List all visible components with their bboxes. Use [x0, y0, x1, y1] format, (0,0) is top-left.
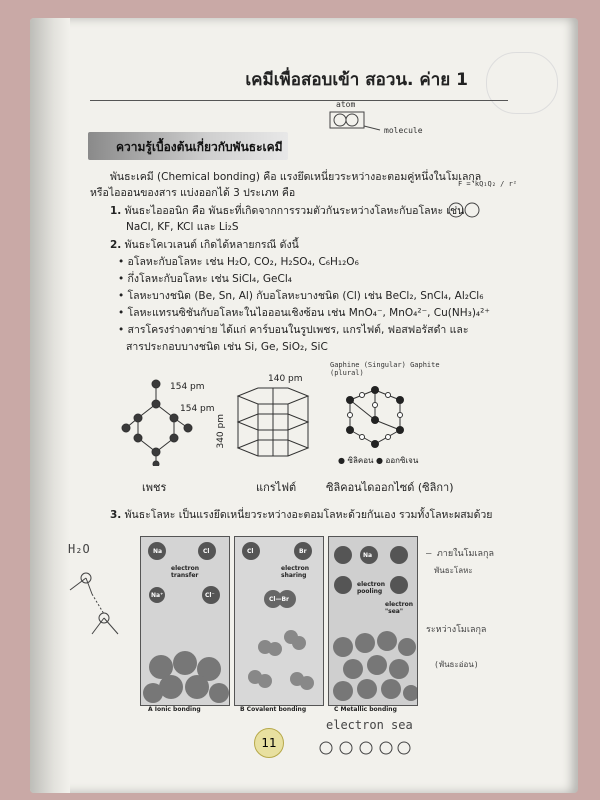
metallic-electron-pooling: electron pooling: [357, 581, 385, 595]
handwritten-electron-sea: electron sea: [326, 718, 413, 732]
ionic-cl-ion-label: Cl⁻: [205, 592, 215, 599]
page-gutter: [30, 18, 70, 793]
ionic-na-label: Na: [153, 548, 163, 555]
book-page: [30, 18, 578, 793]
header-rule: [90, 100, 508, 101]
item-3: 3. พันธะโลหะ เป็นแรงยึดเหนี่ยวระหว่างอะตอมโลหะด้วยกันเอง รวมทั้งโลหะผสมด้วย: [110, 509, 493, 521]
covalent-clbr-label: Cl—Br: [269, 596, 289, 603]
covalent-electron-sharing: electron sharing: [281, 565, 309, 579]
silica-legend: ● ซิลิคอน ● ออกซิเจน: [338, 456, 419, 465]
handwritten-molecule: molecule: [384, 126, 423, 135]
bullet-3: • โลหะบางชนิด (Be, Sn, Al) กับอโลหะบางชนิด (Cl) เช่น BeCl₂, SnCl₄, Al₂Cl₆: [118, 290, 484, 302]
handwritten-right-2: พันธะโลหะ: [434, 566, 473, 575]
ionic-bonding-figure: [140, 536, 230, 706]
covalent-br-label: Br: [299, 548, 307, 555]
handwritten-atom: atom: [336, 100, 356, 109]
handwritten-water: H₂O: [68, 542, 90, 556]
graphite-caption: แกรไฟต์: [256, 481, 297, 494]
ionic-na-ion-label: Na⁺: [151, 592, 164, 599]
silica-caption: ซิลิคอนไดออกไซด์ (ซิลิกา): [326, 481, 454, 494]
graphite-bond-length: 140 pm: [268, 374, 303, 384]
item-1-line-2: NaCl, KF, KCl และ Li₂S: [126, 221, 239, 233]
metallic-bonding-art: [329, 537, 417, 705]
diamond-caption: เพชร: [142, 481, 167, 494]
section-heading: [88, 132, 288, 160]
handwritten-graphite-note: Gaphine (Singular) Gaphite (plural): [330, 361, 440, 377]
diamond-bond-length-2: 154 pm: [180, 404, 215, 414]
item-2-line-1: 2. พันธะโคเวเลนต์ เกิดได้หลายกรณี ดังนี้: [110, 239, 299, 251]
ionic-bonding-art: [141, 537, 229, 705]
silica-structure: [330, 380, 420, 462]
handwritten-right-1: – ภายในโมเลกุล: [426, 549, 494, 559]
bullet-5: • สารโครงร่างตาข่าย ได้แก่ คาร์บอนในรูปเพชร, แกรไฟต์, ฟอสฟอรัสดำ และ: [118, 324, 469, 336]
electron-sea-sketch: [314, 734, 414, 760]
handwritten-right-4: (พันธะอ่อน): [434, 660, 479, 669]
graphite-layer-distance: 340 pm: [216, 414, 226, 449]
intro-line-1: พันธะเคมี (Chemical bonding) คือ แรงยึดเหนี่ยวระหว่างอะตอมคู่หนึ่งในโมเลกุล: [110, 171, 482, 183]
covalent-bonding-figure: [234, 536, 324, 706]
diamond-bond-length-1: 154 pm: [170, 382, 205, 392]
handwritten-force: F = kQ₁Q₂ / r²: [458, 180, 518, 188]
page-header-title: เคมีเพื่อสอบเข้า สอวน. ค่าย 1: [245, 70, 468, 90]
ionic-caption: A Ionic bonding: [148, 706, 201, 713]
graphite-structure: [228, 384, 318, 464]
covalent-bonding-art: [235, 537, 323, 705]
bullet-2: • กึ่งโลหะกับอโลหะ เช่น SiCl₄, GeCl₄: [118, 273, 292, 285]
covalent-cl-label: Cl: [247, 548, 254, 555]
header-decoration: [486, 52, 558, 114]
metallic-na-label: Na: [363, 552, 373, 559]
handwritten-right-3: ระหว่างโมเลกุล: [426, 625, 487, 635]
bullet-5-continued: สารประกอบบางชนิด เช่น Si, Ge, SiO₂, SiC: [126, 341, 328, 353]
metallic-bonding-figure: [328, 536, 418, 706]
ionic-cl-label: Cl: [203, 548, 210, 555]
intro-line-2: หรือไอออนของสาร แบ่งออกได้ 3 ประเภท คือ: [90, 187, 296, 199]
metallic-caption: C Metallic bonding: [334, 706, 397, 713]
ionic-electron-transfer: electron transfer: [171, 565, 199, 579]
covalent-caption: B Covalent bonding: [240, 706, 307, 713]
water-molecule-sketch: [56, 558, 136, 648]
item-1-line-1: 1. พันธะไอออนิก คือ พันธะที่เกิดจากการรวมตัวกันระหว่างโลหะกับอโลหะ เช่น: [110, 205, 465, 217]
section-title: ความรู้เบื้องต้นเกี่ยวกับพันธะเคมี: [116, 140, 283, 154]
metallic-electron-sea: electron "sea": [385, 601, 413, 615]
bullet-4: • โลหะแทรนซิชันกับอโลหะในไอออนเชิงซ้อน เช่น MnO₄⁻, MnO₄²⁻, Cu(NH₃)₄²⁺: [118, 307, 490, 319]
bullet-1: • อโลหะกับอโลหะ เช่น H₂O, CO₂, H₂SO₄, C₆H₁₂O₆: [118, 256, 359, 268]
page-number: 11: [254, 728, 284, 758]
